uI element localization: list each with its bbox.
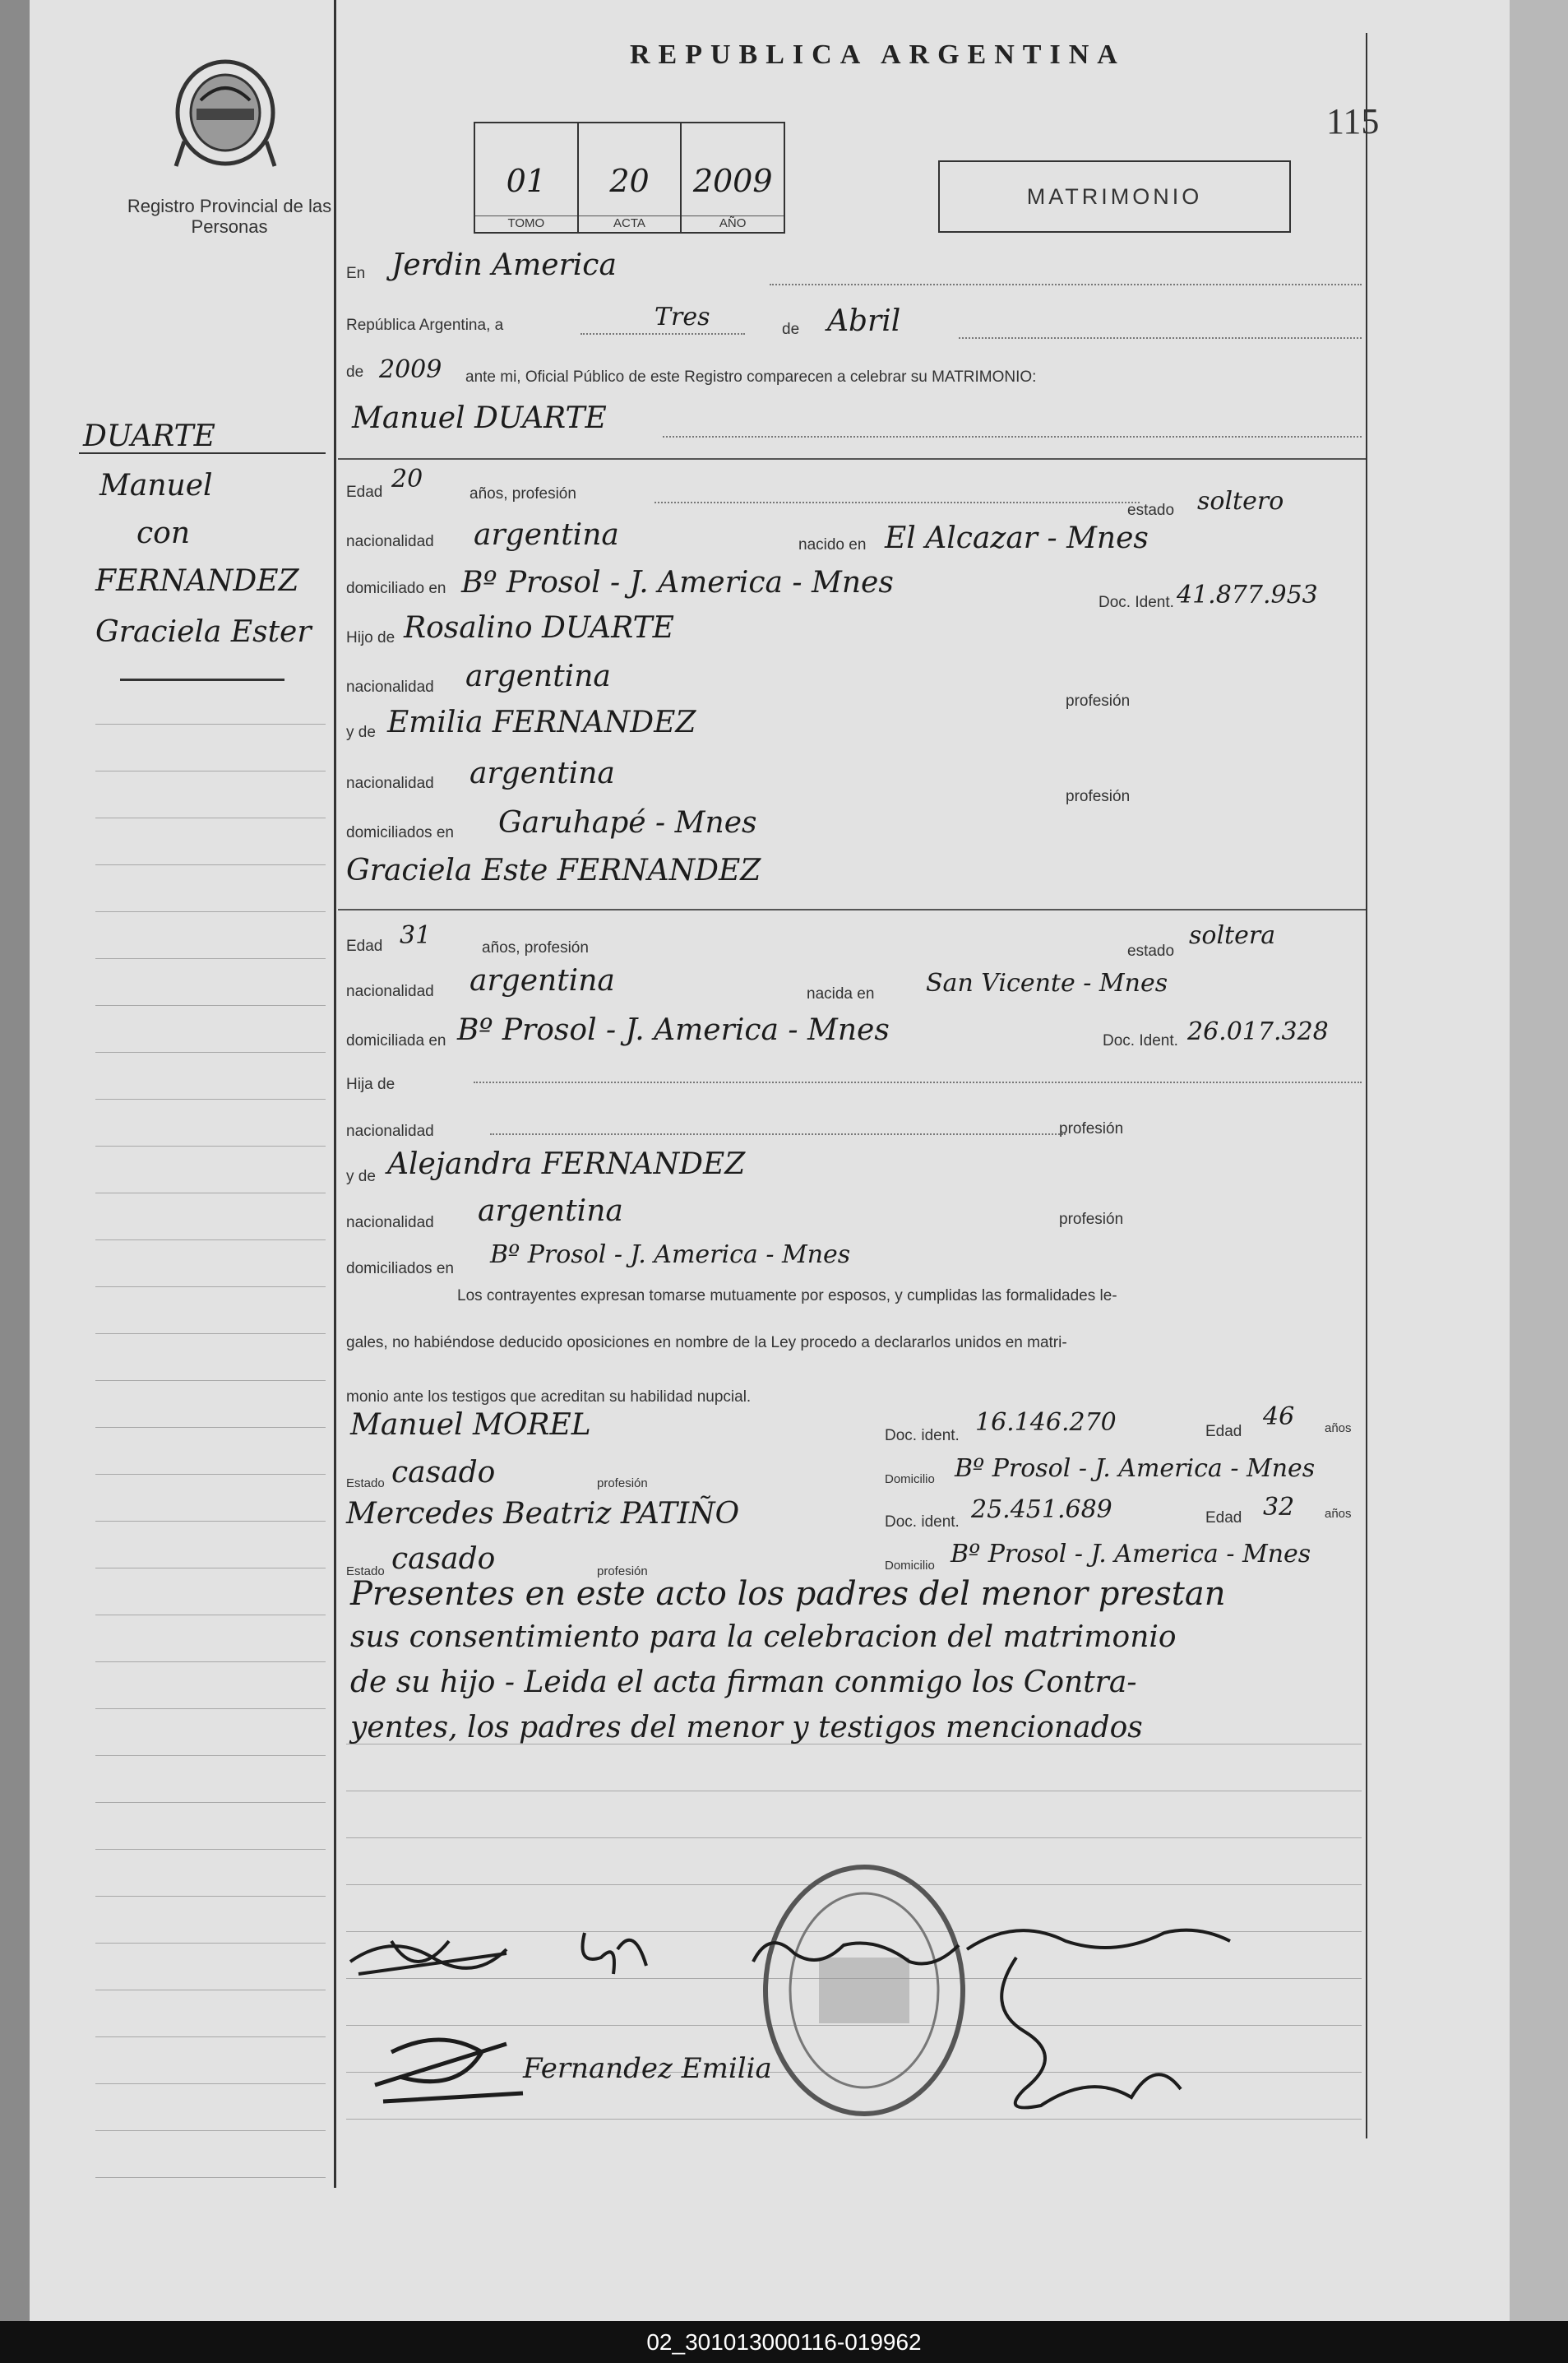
groom-estado-label: estado [1127,502,1175,519]
margin-divider [334,0,336,2188]
groom-name-dots [663,436,1362,438]
witness2-domicilio-label: Domicilio [885,1559,935,1573]
groom-hijo-label: Hijo de [346,629,395,646]
margin-rule-line [95,1146,326,1147]
groom-nacionalidad-label: nacionalidad [346,533,434,550]
bride-parents-domicilio: Bº Prosol - J. America - Mnes [490,1240,851,1269]
witness2-estado: casado [391,1542,496,1576]
country-title: REPUBLICA ARGENTINA [630,39,1126,70]
signature-groom-icon [342,1916,556,1999]
declaration-line-1: Los contrayentes expresan tomarse mutuamente por esposos, y cumplidas las formalidades le- [457,1287,1117,1304]
witness2-estado-label: Estado [346,1564,385,1578]
bride-doc-label: Doc. Ident. [1103,1032,1178,1049]
groom-doc-label: Doc. Ident. [1099,594,1174,611]
margin-rule-line [95,1005,326,1006]
anio-cell [682,123,784,232]
witness2-name: Mercedes Beatriz PATIÑO [346,1497,740,1531]
margin-rule-line [95,1943,326,1944]
registry-seal-icon [168,51,283,174]
groom-yde-label: y de [346,724,376,741]
note-line-3: de su hijo - Leida el acta firman conmigo los Contra- [350,1666,1137,1699]
witness2-domicilio: Bº Prosol - J. America - Mnes [951,1540,1311,1568]
bride-section-rule [338,909,1366,910]
bride-profesion2-label: profesión [1059,1211,1124,1228]
witness2-doc: 25.451.689 [971,1495,1112,1524]
margin-surname-groom: DUARTE [83,419,215,453]
signature-bride-icon [568,1916,667,1990]
month-value: Abril [827,304,901,338]
witness1-profesion-label: profesión [597,1476,648,1490]
bride-domicilio: Bº Prosol - J. America - Mnes [457,1013,890,1047]
bride-father-nac-dots [490,1133,1066,1135]
groom-father: Rosalino DUARTE [404,611,674,645]
bride-profesion-label: profesión [1059,1120,1124,1137]
margin-rule-line [95,1802,326,1803]
margin-firstname-bride: Graciela Ester [95,615,312,649]
day-dots [580,333,745,335]
bride-nacionalidad2-label: nacionalidad [346,1123,434,1140]
witness2-edad-label: Edad [1205,1509,1242,1527]
bride-mother: Alejandra FERNANDEZ [387,1147,746,1181]
witness1-domicilio: Bº Prosol - J. America - Mnes [955,1454,1316,1483]
margin-rule-line [95,1239,326,1240]
witness2-anos-label: años [1325,1507,1352,1521]
note-line-2: sus consentimiento para la celebracion del matrimonio [350,1620,1177,1654]
body-rule-line [346,1837,1362,1838]
groom-section-rule [338,458,1366,460]
note-line-4: yentes, los padres del menor y testigos mencionados [350,1711,1143,1744]
groom-profesion2-label: profesión [1066,788,1131,805]
witness1-name: Manuel MOREL [350,1408,591,1442]
witness2-age: 32 [1263,1493,1295,1522]
margin-rule-line [95,1661,326,1662]
margin-rule-line [95,958,326,959]
margin-rule-line [95,1755,326,1756]
margin-rule-line [95,1708,326,1709]
witness1-domicilio-label: Domicilio [885,1472,935,1486]
statement-text: ante mi, Oficial Público de este Registro comparecen a celebrar su MATRIMONIO: [465,368,1037,386]
signature-official-icon [951,1908,1247,2122]
bride-nacionalidad-label: nacionalidad [346,983,434,1000]
bride-edad-label: Edad [346,938,383,955]
groom-profesion-label: profesión [1066,693,1131,710]
bride-estado: soltera [1189,921,1276,950]
groom-age: 20 [391,465,423,493]
margin-rule-line [95,864,326,865]
groom-father-nac: argentina [465,660,611,693]
file-id: 02_301013000116-019962 [646,2328,922,2355]
groom-domiciliado-label: domiciliado en [346,580,446,597]
signature-witness2-icon [745,1921,967,1986]
margin-end-rule [120,679,284,681]
bride-nacida-label: nacida en [807,985,875,1003]
groom-edad-label: Edad [346,484,383,501]
bride-domiciliada-label: domiciliada en [346,1032,446,1049]
bride-father-dots [474,1082,1362,1083]
margin-firstname-groom: Manuel [99,469,213,503]
place-dots [770,284,1362,285]
margin-con: con [136,517,191,550]
margin-rule-line [95,2083,326,2084]
margin-rule-line [95,911,326,912]
margin-rule-line [95,1052,326,1053]
groom-estado: soltero [1197,487,1284,516]
act-number-table [474,122,785,234]
margin-surname-bride: FERNANDEZ [95,564,299,598]
groom-parents-domicilio: Garuhapé - Mnes [498,806,757,840]
year-value: 2009 [379,355,442,384]
groom-mother-nac: argentina [469,757,615,790]
bride-doc: 26.017.328 [1187,1017,1329,1046]
witness1-doc: 16.146.270 [975,1408,1117,1437]
witness1-estado: casado [391,1456,496,1490]
anio-value: 2009 [692,163,773,199]
bride-domiciliados-label: domiciliados en [346,1260,454,1277]
bride-name: Graciela Este FERNANDEZ [346,854,761,887]
bride-nacida: San Vicente - Mnes [926,969,1168,998]
record-page [30,0,1510,2321]
margin-rule-line [95,2177,326,2178]
book-spine [0,0,30,2321]
margin-rule-line [95,1380,326,1381]
note-line-1: Presentes en este acto los padres del menor prestan [350,1575,1226,1613]
groom-domiciliados-label: domiciliados en [346,824,454,841]
bride-anos-profesion-label: años, profesión [482,939,589,957]
republica-label: República Argentina, a [346,317,504,334]
margin-rule-line [95,1849,326,1850]
margin-rule-line [95,1333,326,1334]
month-dots [959,337,1362,339]
margin-rule-line [95,1521,326,1522]
acta-value: 20 [609,163,650,199]
anio-label: AÑO [682,215,784,230]
groom-profesion-dots [654,502,1140,503]
year-prefix-label: de [346,364,364,381]
margin-rule-line [95,1474,326,1475]
margin-rule-line [95,1286,326,1287]
acta-label: ACTA [579,215,681,230]
page-number: 115 [1326,101,1380,141]
right-border [1366,33,1367,2138]
tomo-cell [475,123,579,232]
groom-mother-nac-label: nacionalidad [346,775,434,792]
witness2-doc-label: Doc. ident. [885,1513,960,1531]
signature-mother-text: Fernandez Emilia [523,2052,772,2085]
margin-rule-line [95,724,326,725]
day-value: Tres [654,303,710,331]
groom-doc: 41.877.953 [1177,581,1318,609]
acta-cell [579,123,682,232]
tomo-value: 01 [506,163,547,199]
groom-anos-profesion-label: años, profesión [469,485,576,503]
margin-rule-line [95,1099,326,1100]
bride-yde-label: y de [346,1168,376,1185]
witness2-profesion-label: profesión [597,1564,648,1578]
de-label: de [782,321,800,338]
declaration-line-3: monio ante los testigos que acreditan su habilidad nupcial. [346,1388,752,1406]
groom-father-nac-label: nacionalidad [346,679,434,696]
groom-mother: Emilia FERNANDEZ [387,706,696,739]
registry-name: Registro Provincial de las Personas [127,196,332,237]
bride-mother-nac-label: nacionalidad [346,1214,434,1231]
bride-estado-label: estado [1127,943,1175,960]
groom-domicilio: Bº Prosol - J. America - Mnes [461,566,894,600]
witness1-anos-label: años [1325,1421,1352,1435]
bride-nacionalidad: argentina [469,964,615,998]
bride-hija-label: Hija de [346,1076,395,1093]
file-id-bar [0,2321,1568,2363]
declaration-line-2: gales, no habiéndose deducido oposiciones en nombre de la Ley procedo a declararlos unidos en matri- [346,1334,1067,1351]
groom-name: Manuel DUARTE [352,401,607,435]
en-label: En [346,265,366,282]
next-page-edge [1510,0,1568,2321]
groom-nacido-label: nacido en [798,536,867,554]
margin-rule-line [95,2130,326,2131]
margin-rule-line [95,1427,326,1428]
act-type-box: MATRIMONIO [938,160,1291,233]
tomo-label: TOMO [475,215,577,230]
witness1-age: 46 [1263,1402,1295,1431]
signature-father-icon [358,2019,539,2110]
witness1-doc-label: Doc. ident. [885,1427,960,1444]
witness1-edad-label: Edad [1205,1423,1242,1440]
groom-nacionalidad: argentina [474,518,619,552]
margin-rule-line [95,2036,326,2037]
place-value: Jerdin America [391,248,617,282]
bride-mother-nac: argentina [478,1194,623,1228]
witness1-estado-label: Estado [346,1476,385,1490]
official-stamp-icon [753,1859,975,2122]
margin-rule-line [95,1896,326,1897]
bride-age: 31 [400,921,432,950]
groom-nacido: El Alcazar - Mnes [885,521,1149,555]
